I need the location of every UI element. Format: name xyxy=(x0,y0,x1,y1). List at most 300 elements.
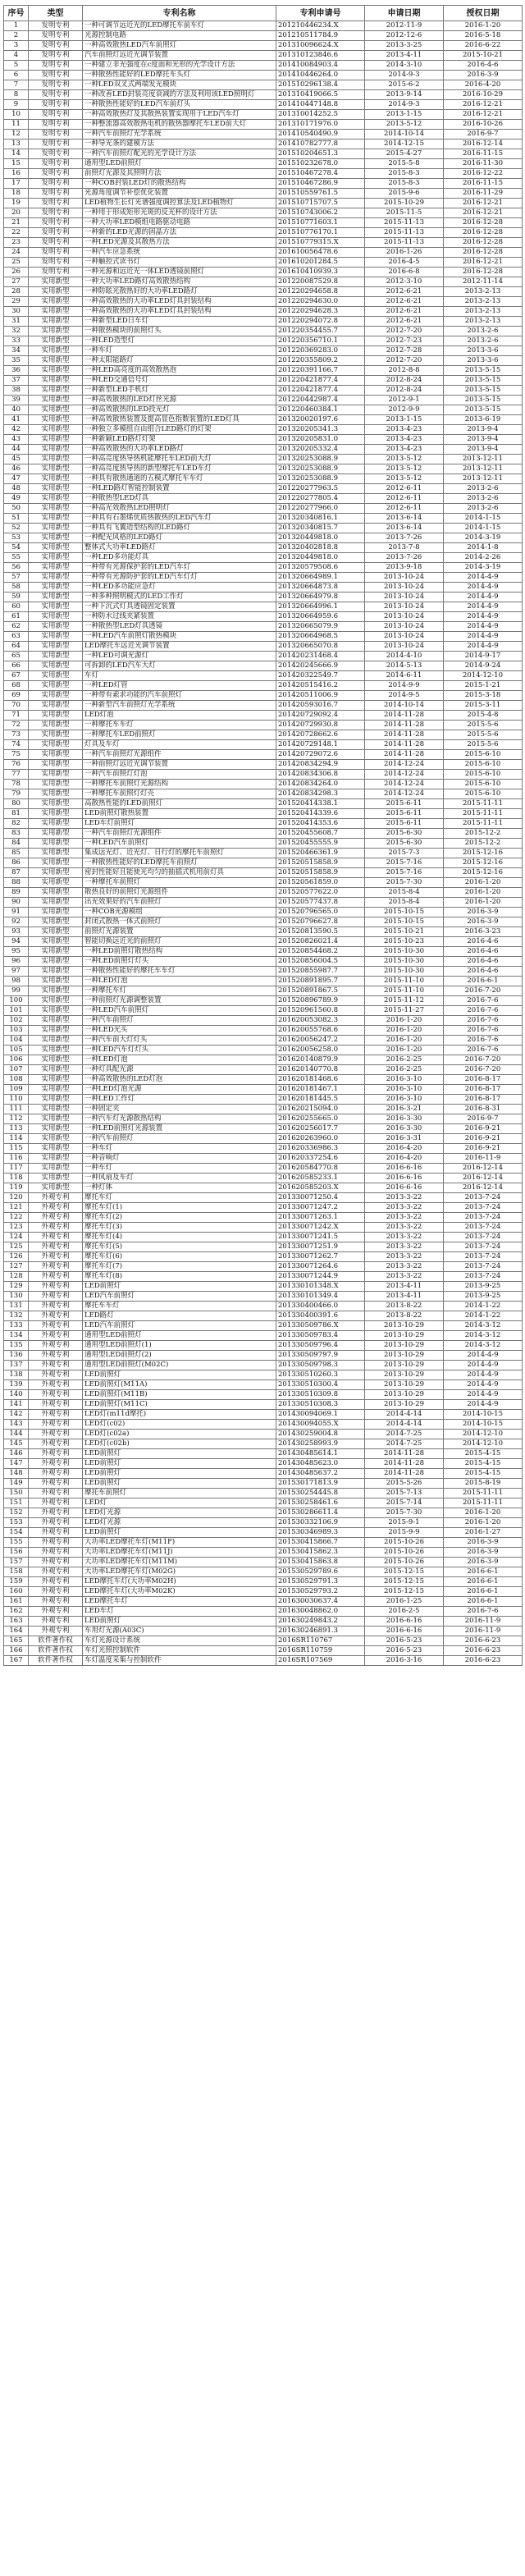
row-application-date: 2015-11-13 xyxy=(365,218,444,228)
row-patent-name: 一种COB光源模组 xyxy=(83,908,276,917)
row-application-date: 2016-1-20 xyxy=(365,1016,444,1026)
row-application-date: 2016-3-10 xyxy=(365,1085,444,1095)
row-application-date: 2016-6-8 xyxy=(365,268,444,277)
row-patent-name: LED摩托车灯(大功率M02K) xyxy=(83,1587,276,1597)
row-type: 实用新型 xyxy=(29,809,83,819)
table-row xyxy=(4,327,523,336)
row-grant-date: 2015-12-16 xyxy=(444,849,523,858)
row-index: 101 xyxy=(4,1006,29,1016)
row-application-date: 2013-10-29 xyxy=(365,1370,444,1380)
row-application-number: 201630246891.3 xyxy=(276,1627,365,1636)
row-index: 5 xyxy=(4,61,29,71)
table-row xyxy=(4,1233,523,1242)
row-index: 110 xyxy=(4,1095,29,1105)
row-application-number: 201420593016.7 xyxy=(276,701,365,711)
table-row xyxy=(4,1193,523,1203)
table-row xyxy=(4,1469,523,1479)
row-index: 145 xyxy=(4,1439,29,1449)
row-application-date: 2014-11-28 xyxy=(365,750,444,760)
row-grant-date: 2015-6-10 xyxy=(444,750,523,760)
row-application-date: 2016-6-16 xyxy=(365,1174,444,1183)
row-application-date: 2013-5-12 xyxy=(365,120,444,130)
row-patent-name: 一种摩托车车灯 xyxy=(83,721,276,730)
table-row xyxy=(4,1292,523,1302)
row-application-date: 2013-10-29 xyxy=(365,1361,444,1370)
table-row xyxy=(4,287,523,297)
row-application-number: 201620585233.1 xyxy=(276,1174,365,1183)
row-application-date: 2016-3-30 xyxy=(365,1114,444,1124)
row-patent-name: 一种散热性能好的LED摩托车头灯 xyxy=(83,71,276,80)
row-patent-name: 一种摩托车前照灯光源结构 xyxy=(83,780,276,789)
row-type: 实用新型 xyxy=(29,612,83,622)
row-patent-name: 汽车前照灯远近光调节装置 xyxy=(83,51,276,61)
row-grant-date: 2013-7-24 xyxy=(444,1272,523,1282)
row-index: 143 xyxy=(4,1420,29,1430)
table-row xyxy=(4,1361,523,1370)
row-type: 发明专利 xyxy=(29,61,83,71)
row-index: 103 xyxy=(4,1026,29,1036)
row-index: 74 xyxy=(4,740,29,750)
row-patent-name: 一种新型汽车前照灯光学系统 xyxy=(83,701,276,711)
row-application-date: 2016-4-5 xyxy=(365,258,444,268)
row-grant-date: 2013-9-4 xyxy=(444,435,523,445)
row-index: 134 xyxy=(4,1331,29,1341)
row-application-number: 201520577437.8 xyxy=(276,898,365,908)
row-application-date: 2012-6-21 xyxy=(365,307,444,317)
header-grant-date: 授权日期 xyxy=(444,6,523,21)
row-type: 实用新型 xyxy=(29,415,83,425)
row-index: 119 xyxy=(4,1183,29,1193)
table-row xyxy=(4,307,523,317)
row-grant-date: 2013-7-24 xyxy=(444,1193,523,1203)
row-patent-name: LED前照灯 xyxy=(83,1617,276,1627)
row-application-date: 2015-7-14 xyxy=(365,1498,444,1508)
row-index: 152 xyxy=(4,1508,29,1518)
row-application-number: 201420729148.1 xyxy=(276,740,365,750)
table-row xyxy=(4,829,523,839)
row-grant-date: 2013-12-11 xyxy=(444,455,523,464)
row-patent-name: 一种散热模块的前照灯头 xyxy=(83,327,276,336)
row-type: 外观专利 xyxy=(29,1282,83,1292)
row-patent-name: 一种LED汽车前照灯散热模块 xyxy=(83,632,276,642)
table-row xyxy=(4,71,523,80)
row-application-date: 2013-4-23 xyxy=(365,445,444,455)
row-patent-name: LED灯泡 xyxy=(83,711,276,721)
row-application-date: 2015-8-3 xyxy=(365,169,444,179)
row-index: 55 xyxy=(4,553,29,563)
row-application-date: 2016-1-25 xyxy=(365,1597,444,1607)
row-patent-name: 一种LED双叉式两端发光模块 xyxy=(83,80,276,90)
row-type: 外观专利 xyxy=(29,1400,83,1410)
row-type: 外观专利 xyxy=(29,1538,83,1548)
row-index: 148 xyxy=(4,1469,29,1479)
row-grant-date: 2016-11-15 xyxy=(444,179,523,189)
row-patent-name: 智能切换远近光的前照灯 xyxy=(83,937,276,947)
row-type: 外观专利 xyxy=(29,1449,83,1459)
row-patent-name: 摩托车灯(5) xyxy=(83,1242,276,1252)
row-application-date: 2013-7-26 xyxy=(365,533,444,543)
row-index: 3 xyxy=(4,41,29,51)
row-application-number: 201510296138.4 xyxy=(276,80,365,90)
table-row xyxy=(4,563,523,573)
row-application-date: 2012-9-9 xyxy=(365,405,444,415)
row-patent-name: LED前照灯 xyxy=(83,1528,276,1538)
row-grant-date: 2015-12-16 xyxy=(444,858,523,868)
row-patent-name: LED灯(c02a) xyxy=(83,1430,276,1439)
row-type: 实用新型 xyxy=(29,957,83,967)
row-application-number: 201530529793.2 xyxy=(276,1587,365,1597)
row-index: 36 xyxy=(4,366,29,376)
row-grant-date: 2016-4-6 xyxy=(444,937,523,947)
row-index: 86 xyxy=(4,858,29,868)
row-patent-name: 前照灯光源装置 xyxy=(83,927,276,937)
row-application-date: 2013-3-25 xyxy=(365,41,444,51)
row-grant-date: 2016-9-21 xyxy=(444,1144,523,1154)
row-patent-name: 摩托车前照灯 xyxy=(83,1489,276,1498)
row-patent-name: 一种LED前照灯灯头 xyxy=(83,957,276,967)
row-application-number: 201620337254.6 xyxy=(276,1154,365,1164)
row-patent-name: 摩托车灯(6) xyxy=(83,1252,276,1262)
row-type: 实用新型 xyxy=(29,760,83,770)
table-row xyxy=(4,947,523,957)
row-application-date: 2013-10-29 xyxy=(365,1321,444,1331)
row-application-date: 2015-6-11 xyxy=(365,799,444,809)
row-patent-name: 密封性能好且能使光均匀的抽插式机用前灯具 xyxy=(83,868,276,878)
row-type: 实用新型 xyxy=(29,839,83,849)
row-application-date: 2015-7-3 xyxy=(365,849,444,858)
row-grant-date: 2013-3-6 xyxy=(444,356,523,366)
row-index: 139 xyxy=(4,1380,29,1390)
row-application-date: 2013-3-22 xyxy=(365,1223,444,1233)
row-index: 118 xyxy=(4,1174,29,1183)
row-patent-name: 车用灯光源(A03C) xyxy=(83,1627,276,1636)
row-grant-date: 2013-5-15 xyxy=(444,376,523,386)
row-application-date: 2016-1-20 xyxy=(365,1045,444,1055)
row-grant-date: 2016-12-21 xyxy=(444,110,523,120)
row-application-number: 201430094055.X xyxy=(276,1420,365,1430)
row-type: 实用新型 xyxy=(29,711,83,721)
row-type: 实用新型 xyxy=(29,1174,83,1183)
row-application-number: 201320664968.5 xyxy=(276,632,365,642)
row-index: 147 xyxy=(4,1459,29,1469)
row-grant-date: 2014-1-15 xyxy=(444,514,523,524)
row-type: 发明专利 xyxy=(29,110,83,120)
row-patent-name: 一种带有光源保护套的LED汽车灯 xyxy=(83,563,276,573)
row-index: 124 xyxy=(4,1233,29,1242)
row-index: 127 xyxy=(4,1262,29,1272)
row-type: 实用新型 xyxy=(29,878,83,888)
row-grant-date: 2016-12-28 xyxy=(444,238,523,248)
row-type: 实用新型 xyxy=(29,996,83,1006)
row-application-number: 201320205341.3 xyxy=(276,425,365,435)
row-grant-date: 2016-12-28 xyxy=(444,248,523,258)
row-grant-date: 2014-4-9 xyxy=(444,622,523,632)
row-grant-date: 2016-7-6 xyxy=(444,1026,523,1036)
row-index: 12 xyxy=(4,130,29,140)
row-type: 实用新型 xyxy=(29,701,83,711)
row-grant-date: 2014-3-12 xyxy=(444,1331,523,1341)
row-patent-name: LED摩托车灯 xyxy=(83,1597,276,1607)
row-patent-name: 摩托车灯(2) xyxy=(83,1213,276,1223)
table-row xyxy=(4,1607,523,1617)
row-patent-name: LED前照灯散热装置 xyxy=(83,809,276,819)
table-row xyxy=(4,80,523,90)
row-type: 实用新型 xyxy=(29,464,83,474)
row-type: 实用新型 xyxy=(29,602,83,612)
row-grant-date: 2016-6-1 xyxy=(444,977,523,986)
row-type: 实用新型 xyxy=(29,652,83,661)
row-grant-date: 2016-6-23 xyxy=(444,1656,523,1666)
row-application-number: 201220421877.4 xyxy=(276,386,365,396)
row-application-date: 2013-10-29 xyxy=(365,1351,444,1361)
table-row xyxy=(4,967,523,977)
row-application-date: 2013-3-22 xyxy=(365,1203,444,1213)
row-application-date: 2016-2-25 xyxy=(365,1065,444,1075)
row-type: 实用新型 xyxy=(29,297,83,307)
row-type: 实用新型 xyxy=(29,474,83,484)
row-patent-name: 一种摩托车前照灯 xyxy=(83,878,276,888)
row-grant-date: 2013-5-15 xyxy=(444,386,523,396)
row-application-number: 201510467278.4 xyxy=(276,169,365,179)
row-patent-name: 车灯光源设计系统 xyxy=(83,1636,276,1646)
row-application-number: 201220294658.8 xyxy=(276,287,365,297)
table-row xyxy=(4,1380,523,1390)
row-patent-name: 高散热性能的LED前照灯 xyxy=(83,799,276,809)
row-type: 软件著作权 xyxy=(29,1636,83,1646)
row-patent-name: 一种新的LED光源的固晶方法 xyxy=(83,228,276,238)
table-row xyxy=(4,31,523,41)
row-type: 外观专利 xyxy=(29,1567,83,1577)
row-application-number: 201420231468.4 xyxy=(276,652,365,661)
row-patent-name: LED汽车前照灯 xyxy=(83,1292,276,1302)
row-grant-date: 2015-11-11 xyxy=(444,809,523,819)
row-patent-name: 可拆卸的LED汽车大灯 xyxy=(83,661,276,671)
row-application-number: 2016SR107569 xyxy=(276,1656,365,1666)
row-grant-date: 2016-11-9 xyxy=(444,1627,523,1636)
row-application-number: 201520896789.9 xyxy=(276,996,365,1006)
table-row xyxy=(4,1045,523,1055)
row-index: 60 xyxy=(4,602,29,612)
row-application-number: 201320449818.0 xyxy=(276,553,365,563)
row-index: 46 xyxy=(4,464,29,474)
row-application-date: 2013-10-29 xyxy=(365,1400,444,1410)
row-index: 102 xyxy=(4,1016,29,1026)
row-grant-date: 2016-12-21 xyxy=(444,258,523,268)
row-patent-name: 一种COB封装LED灯的散热结构 xyxy=(83,179,276,189)
row-index: 166 xyxy=(4,1646,29,1656)
row-grant-date: 2013-2-13 xyxy=(444,317,523,327)
header-application-number: 专利申请号 xyxy=(276,6,365,21)
row-index: 155 xyxy=(4,1538,29,1548)
row-patent-name: 摩托车灯 xyxy=(83,1193,276,1203)
table-row xyxy=(4,277,523,287)
row-application-date: 2014-11-28 xyxy=(365,721,444,730)
row-grant-date: 2014-1-22 xyxy=(444,1311,523,1321)
row-patent-name: 一种整流器高效散热电机的散热器摩托车LED前大灯 xyxy=(83,120,276,130)
row-application-date: 2015-10-30 xyxy=(365,957,444,967)
row-grant-date: 2015-3-11 xyxy=(444,701,523,711)
row-application-date: 2013-10-24 xyxy=(365,583,444,593)
row-application-number: 201330071251.9 xyxy=(276,1242,365,1252)
row-index: 33 xyxy=(4,336,29,346)
row-application-number: 201510559761.5 xyxy=(276,189,365,199)
row-application-number: 201220277963.5 xyxy=(276,484,365,494)
table-row xyxy=(4,1213,523,1223)
row-grant-date: 2016-12-22 xyxy=(444,169,523,179)
row-application-date: 2014-12-24 xyxy=(365,780,444,789)
row-type: 实用新型 xyxy=(29,622,83,632)
row-grant-date: 2013-2-13 xyxy=(444,307,523,317)
row-type: 实用新型 xyxy=(29,593,83,602)
row-type: 外观专利 xyxy=(29,1558,83,1567)
row-patent-name: 前照灯光源及其照明方法 xyxy=(83,169,276,179)
row-application-number: 201520855987.7 xyxy=(276,967,365,977)
row-type: 软件著作权 xyxy=(29,1646,83,1656)
row-grant-date: 2016-12-21 xyxy=(444,199,523,208)
row-grant-date: 2016-4-20 xyxy=(444,80,523,90)
row-index: 66 xyxy=(4,661,29,671)
row-index: 89 xyxy=(4,888,29,898)
row-application-date: 2013-3-22 xyxy=(365,1272,444,1282)
row-index: 126 xyxy=(4,1252,29,1262)
table-row xyxy=(4,100,523,110)
row-index: 107 xyxy=(4,1065,29,1075)
row-index: 8 xyxy=(4,90,29,100)
row-application-date: 2012-8-24 xyxy=(365,376,444,386)
table-row xyxy=(4,159,523,169)
table-row xyxy=(4,652,523,661)
row-application-date: 2015-12-15 xyxy=(365,1587,444,1597)
row-application-number: 201330509798.3 xyxy=(276,1361,365,1370)
row-grant-date: 2016-8-17 xyxy=(444,1075,523,1085)
row-application-date: 2014-3-10 xyxy=(365,61,444,71)
row-application-number: 201320665070.8 xyxy=(276,642,365,652)
row-application-date: 2013-7-8 xyxy=(365,543,444,553)
table-row xyxy=(4,937,523,947)
row-type: 实用新型 xyxy=(29,691,83,701)
row-type: 实用新型 xyxy=(29,336,83,346)
row-index: 73 xyxy=(4,730,29,740)
row-type: 外观专利 xyxy=(29,1489,83,1498)
row-application-number: 201320205332.4 xyxy=(276,445,365,455)
row-patent-name: 通用型LED前照灯(M02C) xyxy=(83,1361,276,1370)
row-patent-name: 大功率LED摩托车灯(M11M) xyxy=(83,1558,276,1567)
row-index: 116 xyxy=(4,1154,29,1164)
row-patent-name: 一种车灯 xyxy=(83,1144,276,1154)
row-index: 49 xyxy=(4,494,29,504)
row-application-number: 201420729092.4 xyxy=(276,711,365,721)
table-row xyxy=(4,721,523,730)
row-application-date: 2012-6-21 xyxy=(365,317,444,327)
row-patent-name: 一种LED路灯智能控制装置 xyxy=(83,484,276,494)
row-patent-name: LED前照灯(M11C) xyxy=(83,1400,276,1410)
row-application-date: 2015-7-16 xyxy=(365,858,444,868)
header-index: 序号 xyxy=(4,6,29,21)
table-row xyxy=(4,376,523,386)
row-application-date: 2013-10-24 xyxy=(365,632,444,642)
row-application-date: 2012-6-21 xyxy=(365,297,444,307)
row-application-date: 2016-2-5 xyxy=(365,1607,444,1617)
row-application-date: 2014-9-3 xyxy=(365,100,444,110)
row-index: 72 xyxy=(4,721,29,730)
row-application-date: 2014-11-28 xyxy=(365,1469,444,1479)
row-application-number: 201330071263.1 xyxy=(276,1213,365,1223)
table-row xyxy=(4,51,523,61)
row-type: 实用新型 xyxy=(29,1183,83,1193)
table-row xyxy=(4,996,523,1006)
row-application-number: 201420245666.9 xyxy=(276,661,365,671)
row-application-number: 201420834264.0 xyxy=(276,780,365,789)
row-type: 实用新型 xyxy=(29,396,83,405)
row-type: 实用新型 xyxy=(29,277,83,287)
row-grant-date: 2013-2-13 xyxy=(444,297,523,307)
row-application-date: 2013-4-23 xyxy=(365,435,444,445)
row-grant-date: 2016-12-21 xyxy=(444,208,523,218)
row-index: 88 xyxy=(4,878,29,888)
row-index: 9 xyxy=(4,100,29,110)
table-row xyxy=(4,120,523,130)
table-row xyxy=(4,504,523,514)
table-row xyxy=(4,1036,523,1045)
row-grant-date: 2013-7-24 xyxy=(444,1252,523,1262)
row-index: 135 xyxy=(4,1341,29,1351)
row-application-date: 2015-10-26 xyxy=(365,1538,444,1548)
row-index: 7 xyxy=(4,80,29,90)
row-application-date: 2013-4-11 xyxy=(365,51,444,61)
row-application-date: 2015-10-23 xyxy=(365,937,444,947)
row-application-number: 201330509783.4 xyxy=(276,1331,365,1341)
table-row xyxy=(4,1538,523,1548)
row-index: 112 xyxy=(4,1114,29,1124)
row-application-number: 201220277966.0 xyxy=(276,504,365,514)
table-row xyxy=(4,1636,523,1646)
table-row xyxy=(4,1351,523,1361)
row-type: 发明专利 xyxy=(29,51,83,61)
row-application-date: 2012-3-10 xyxy=(365,277,444,287)
row-application-number: 201520577622.0 xyxy=(276,888,365,898)
row-type: 发明专利 xyxy=(29,199,83,208)
row-index: 117 xyxy=(4,1164,29,1174)
table-row xyxy=(4,1479,523,1489)
row-index: 95 xyxy=(4,947,29,957)
row-patent-name: 一种LED灯管 xyxy=(83,681,276,691)
row-application-date: 2015-5-26 xyxy=(365,1479,444,1489)
row-application-date: 2015-12-15 xyxy=(365,1567,444,1577)
row-grant-date: 2016-1-20 xyxy=(444,898,523,908)
row-application-number: 201220277805.4 xyxy=(276,494,365,504)
row-patent-name: LED摩托车远近光调节装置 xyxy=(83,642,276,652)
row-application-date: 2015-10-15 xyxy=(365,917,444,927)
row-application-number: 201520455608.7 xyxy=(276,829,365,839)
table-row xyxy=(4,1341,523,1351)
row-patent-name: 一种散热性能好的LED摩托车前照灯 xyxy=(83,858,276,868)
row-patent-name: 通用型LED前照灯 xyxy=(83,159,276,169)
row-index: 136 xyxy=(4,1351,29,1361)
row-grant-date: 2013-12-11 xyxy=(444,464,523,474)
table-row xyxy=(4,957,523,967)
row-type: 外观专利 xyxy=(29,1577,83,1587)
row-grant-date: 2016-6-22 xyxy=(444,41,523,51)
row-grant-date: 2016-10-26 xyxy=(444,120,523,130)
row-patent-name: 一种LED造型灯 xyxy=(83,336,276,346)
row-application-date: 2014-4-14 xyxy=(365,1410,444,1420)
row-index: 44 xyxy=(4,445,29,455)
row-index: 39 xyxy=(4,396,29,405)
row-type: 实用新型 xyxy=(29,1105,83,1114)
row-application-number: 201220354455.7 xyxy=(276,327,365,336)
row-type: 实用新型 xyxy=(29,445,83,455)
row-grant-date: 2016-3-9 xyxy=(444,1538,523,1548)
